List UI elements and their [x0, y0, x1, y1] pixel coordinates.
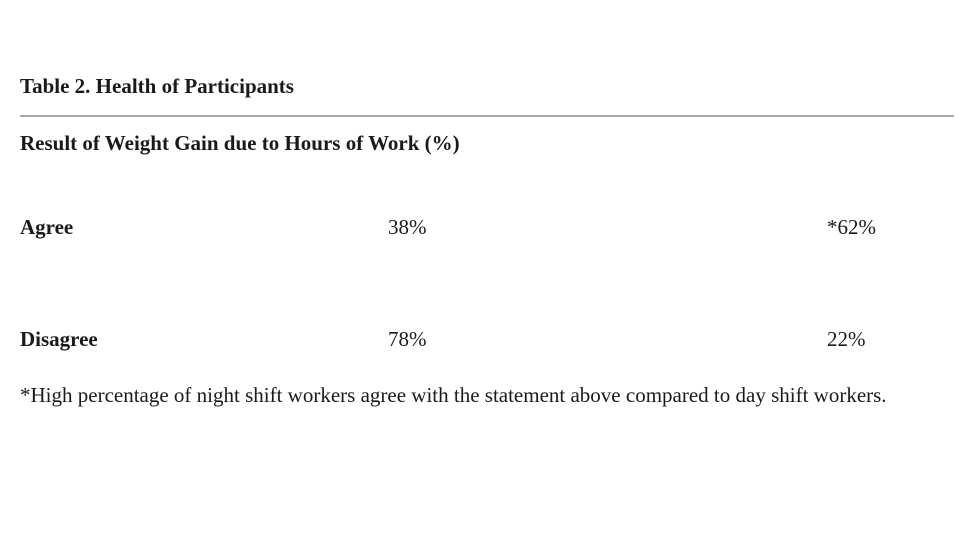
row-value-disagree-1: 78% [388, 327, 427, 351]
table-title: Table 2. Health of Participants [20, 74, 294, 98]
table-row [0, 325, 960, 353]
section-heading: Result of Weight Gain due to Hours of Work (%) [20, 131, 460, 155]
table-footnote: *High percentage of night shift workers agree with the statement above compared to day shift workers. [20, 383, 887, 407]
row-value-disagree-2: 22% [827, 327, 866, 351]
row-value-agree-2: *62% [827, 215, 876, 239]
row-label-agree: Agree [20, 215, 74, 239]
row-label-disagree: Disagree [20, 327, 98, 351]
title-divider [20, 115, 954, 117]
row-value-agree-1: 38% [388, 215, 427, 239]
table-row [0, 213, 960, 241]
